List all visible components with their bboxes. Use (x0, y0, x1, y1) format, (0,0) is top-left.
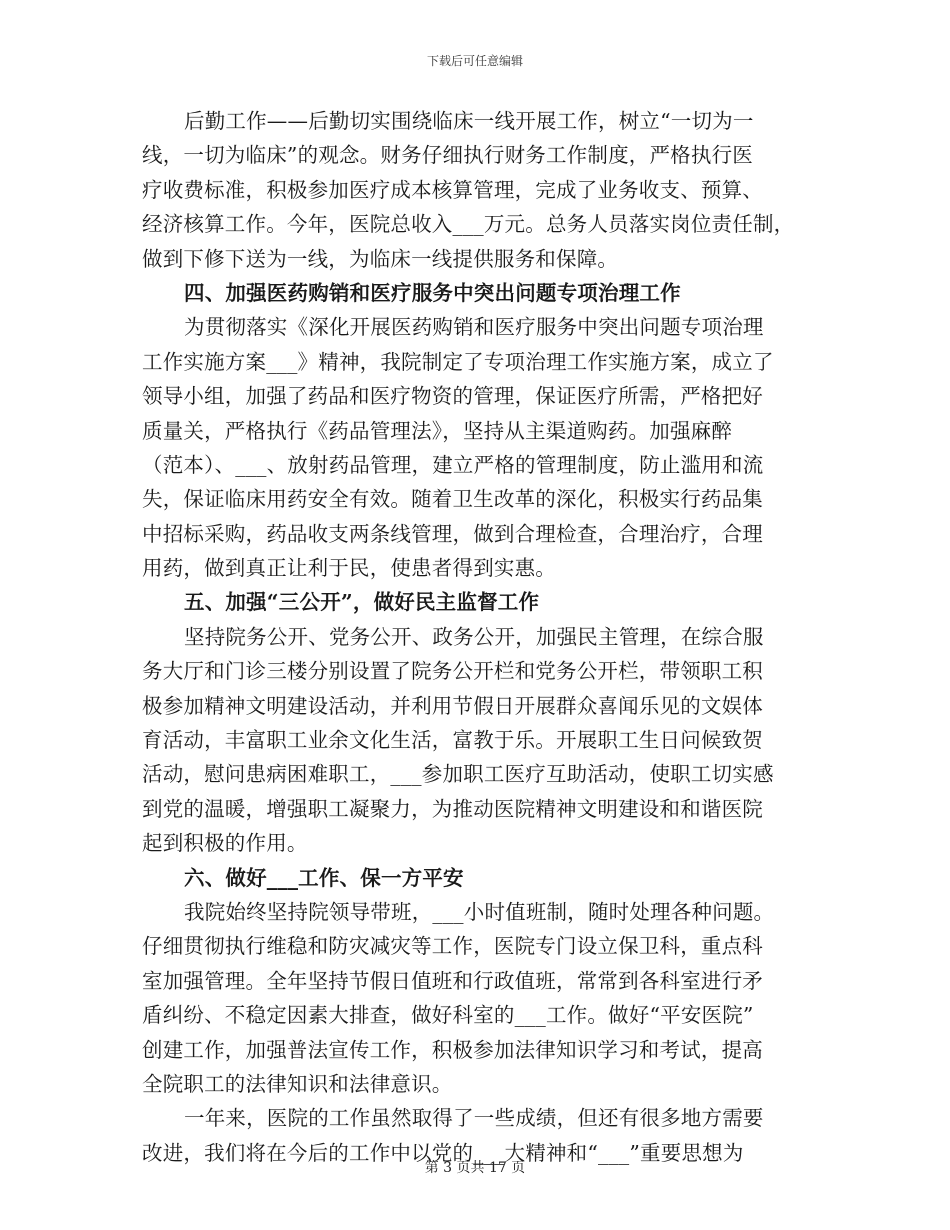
paragraph-line: 育活动，丰富职工业余文化生活，富教于乐。开展职工生日问候致贺 (142, 728, 763, 753)
paragraph-line: 起到积极的作用。 (142, 831, 308, 856)
paragraph-line: 一年来，医院的工作虽然取得了一些成绩，但还有很多地方需要 (184, 1106, 764, 1131)
section-heading: 六、做好___工作、保一方平安 (184, 865, 464, 890)
paragraph-line: （范本）、___、放射药品管理，建立严格的管理制度，防止滥用和流 (142, 452, 764, 477)
paragraph-line: 领导小组，加强了药品和医疗物资的管理，保证医疗所需，严格把好 (142, 384, 763, 409)
paragraph-line: 中招标采购，药品收支两条线管理，做到合理检查，合理治疗，合理 (142, 521, 763, 546)
section-heading: 四、加强医药购销和医疗服务中突出问题专项治理工作 (184, 280, 681, 305)
page-header: 下载后可任意编辑 (426, 54, 523, 68)
paragraph-line: 做到下修下送为一线，为临床一线提供服务和保障。 (142, 246, 619, 271)
section-heading: 五、加强“三公开”，做好民主监督工作 (184, 590, 540, 615)
paragraph-line: 用药，做到真正让利于民，使患者得到实惠。 (142, 556, 556, 581)
paragraph-line: 极参加精神文明建设活动，并利用节假日开展群众喜闻乐见的文娱体 (142, 693, 763, 718)
paragraph-line: 质量关，严格执行《药品管理法》，坚持从主渠道购药。加强麻醉 (142, 418, 733, 443)
paragraph-line: 工作实施方案___》精神，我院制定了专项治理工作实施方案，成立了 (142, 349, 774, 374)
paragraph-line: 盾纠纷、不稳定因素大排查，做好科室的___工作。做好“平安医院” (142, 1003, 754, 1028)
document-body (142, 104, 812, 1170)
paragraph-line: 改进，我们将在今后的工作中以党的___大精神和“___”重要思想为 (142, 1140, 744, 1165)
paragraph-line: 为贯彻落实《深化开展医药购销和医疗服务中突出问题专项治理 (184, 315, 764, 340)
paragraph-line: 活动，慰问患病困难职工，___参加职工医疗互助活动，使职工切实感 (142, 762, 774, 787)
paragraph-line: 疗收费标准，积极参加医疗成本核算管理，完成了业务收支、预算、 (142, 177, 763, 202)
paragraph-line: 后勤工作——后勤切实围绕临床一线开展工作，树立“一切为一 (184, 109, 754, 133)
paragraph-line: 到党的温暖，增强职工凝聚力，为推动医院精神文明建设和和谐医院 (142, 796, 763, 821)
paragraph-line: 务大厅和门诊三楼分别设置了院务公开栏和党务公开栏，带领职工积 (142, 659, 763, 684)
paragraph-line: 我院始终坚持院领导带班，___小时值班制，随时处理各种问题。 (184, 899, 775, 924)
paragraph-line: 经济核算工作。今年，医院总收入___万元。总务人员落实岗位责任制， (142, 212, 795, 237)
paragraph-line: 创建工作，加强普法宣传工作，积极参加法律知识学习和考试，提高 (142, 1037, 763, 1062)
paragraph-line: 室加强管理。全年坚持节假日值班和行政值班，常常到各科室进行矛 (142, 968, 763, 993)
paragraph-line: 坚持院务公开、党务公开、政务公开，加强民主管理，在综合服 (184, 624, 764, 649)
paragraph-line: 失，保证临床用药安全有效。随着卫生改革的深化，积极实行药品集 (142, 487, 763, 512)
paragraph-line: 线，一切为临床”的观念。财务仔细执行财务工作制度，严格执行医 (142, 143, 753, 168)
paragraph-line: 仔细贯彻执行维稳和防灾减灾等工作，医院专门设立保卫科，重点科 (142, 934, 763, 959)
page-footer: 第 3 页共 17 页 (424, 1160, 526, 1176)
paragraph-line: 全院职工的法律知识和法律意识。 (142, 1071, 453, 1096)
